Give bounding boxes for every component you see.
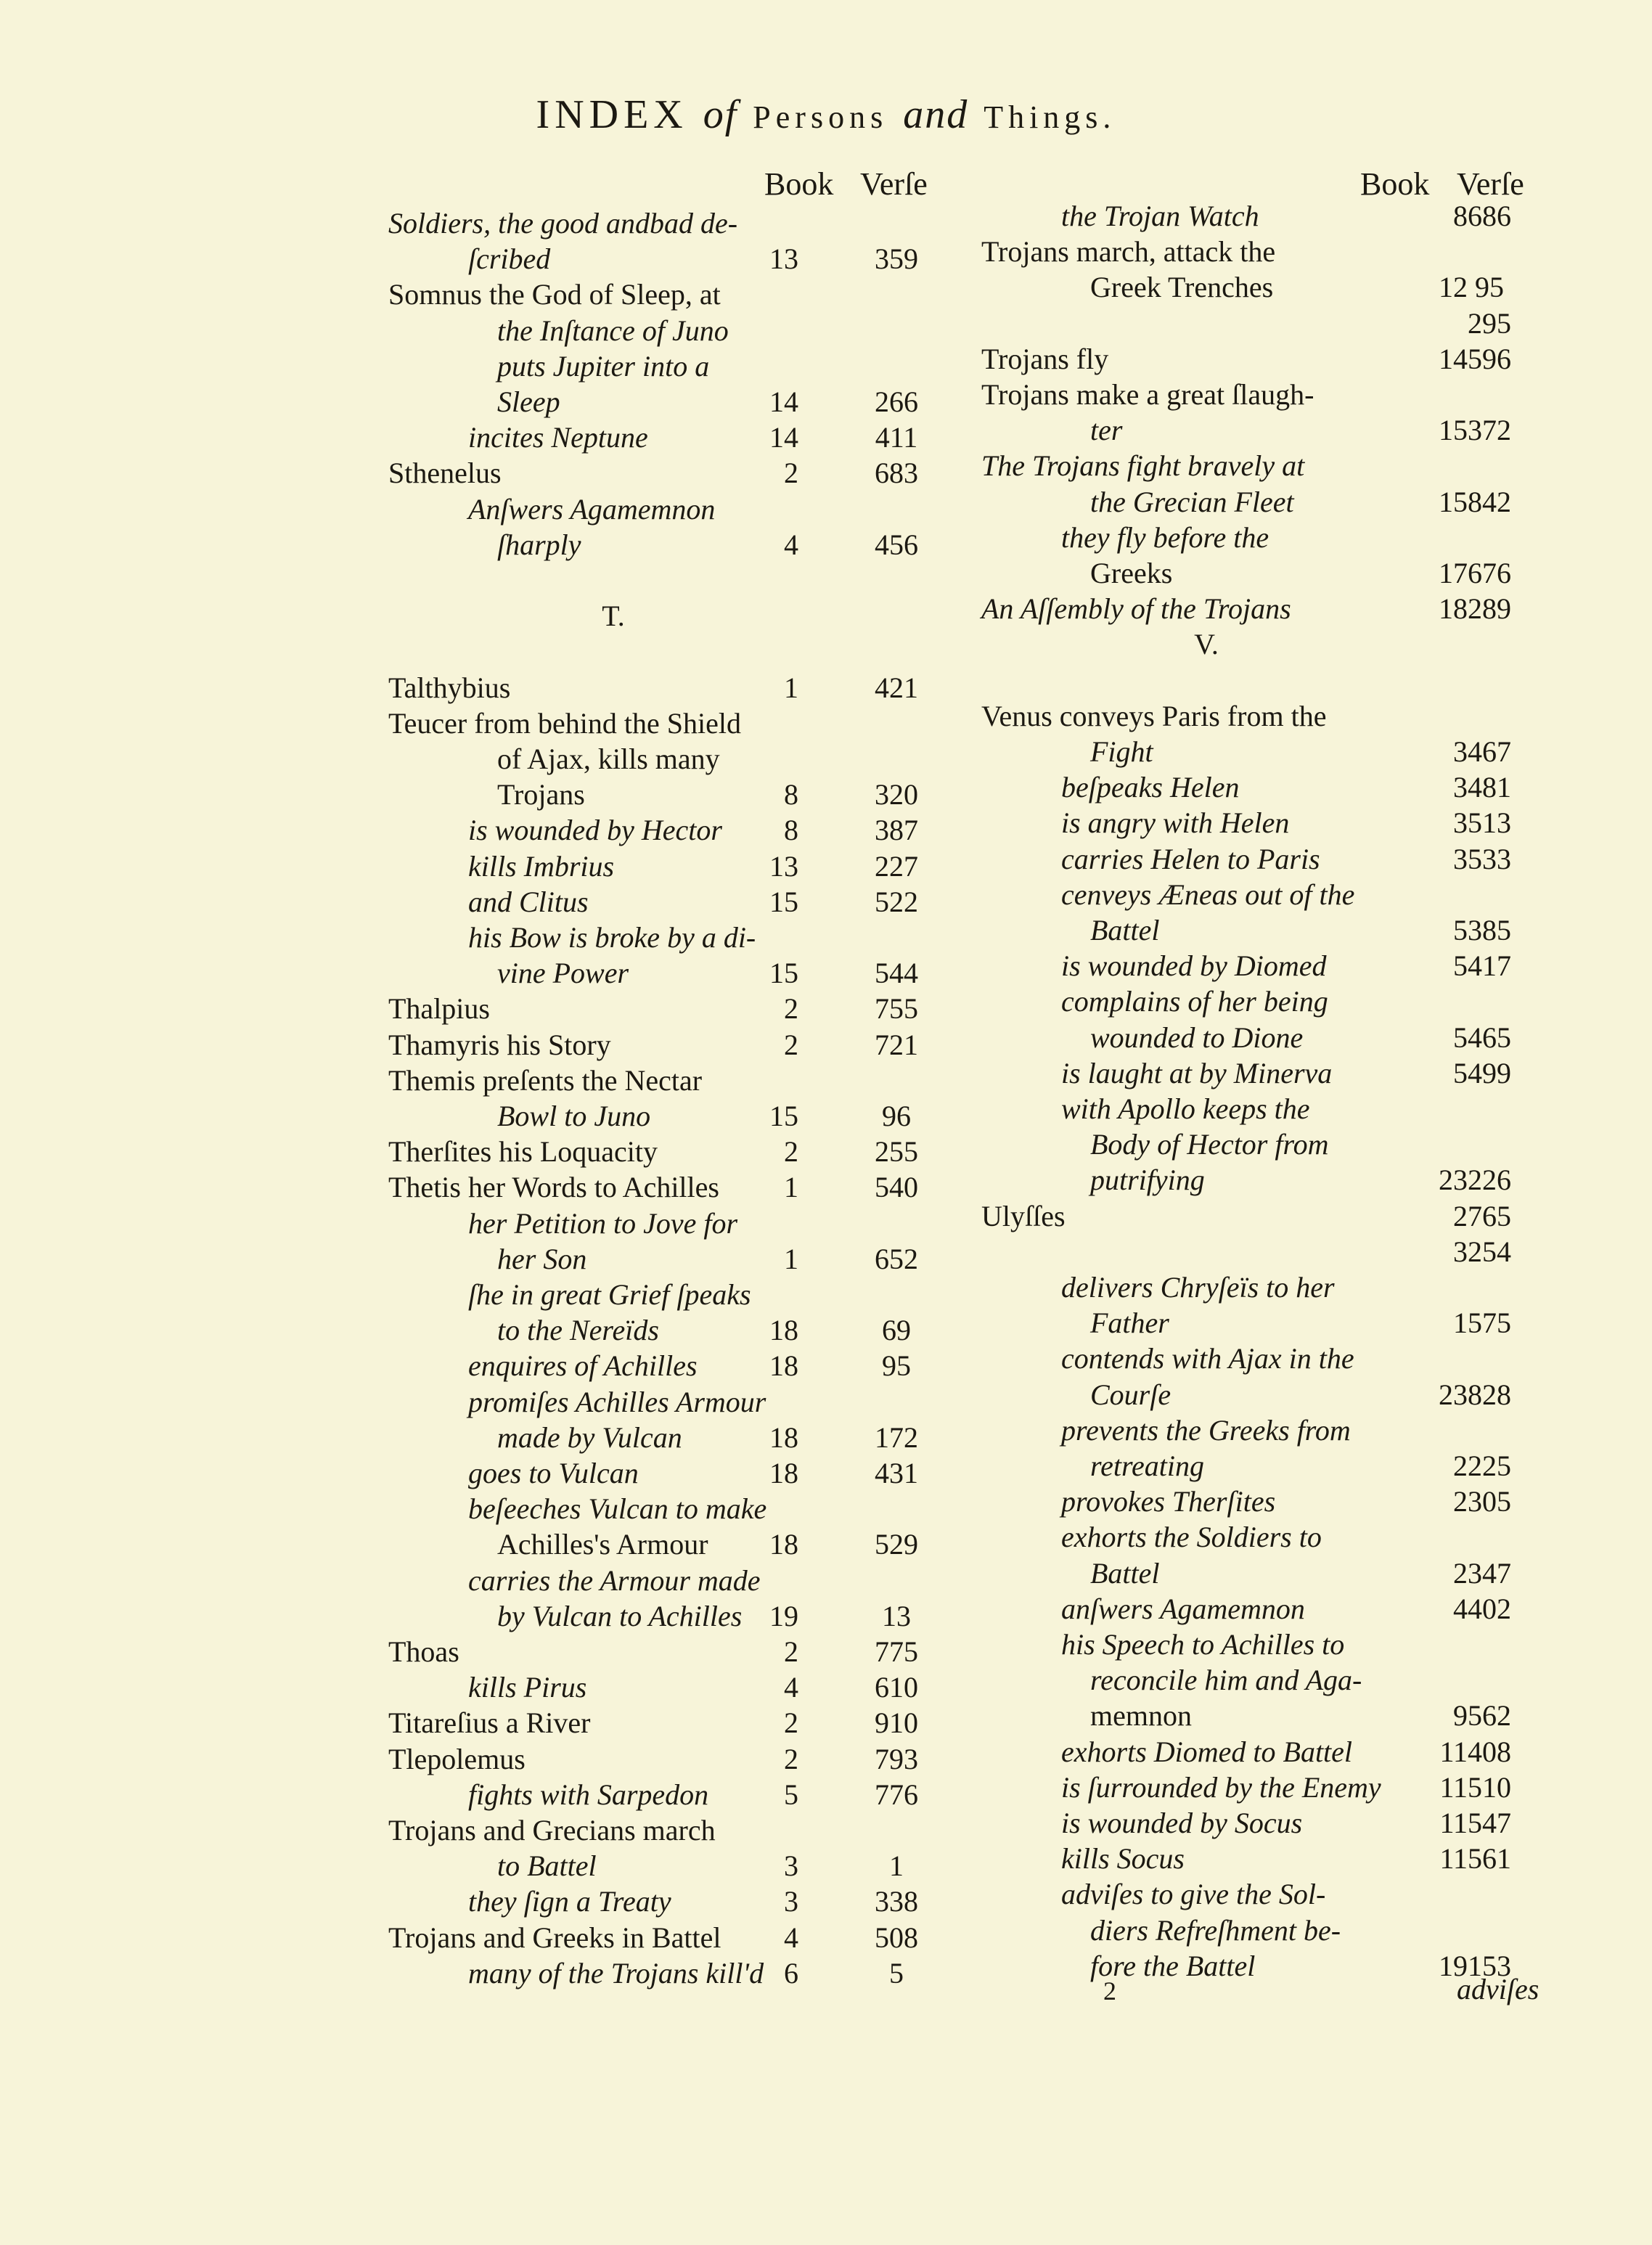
entry-verse: 96 xyxy=(882,1100,911,1132)
entry-text: many of the Trojans kill'd xyxy=(468,1956,764,1990)
entry-text: Thetis her Words to Achilles xyxy=(388,1171,719,1204)
entry-verse: 562 xyxy=(1468,1699,1511,1733)
entry-verse: 510 xyxy=(1468,1770,1511,1804)
index-entry-line xyxy=(981,698,1652,734)
entry-text: Trojans and Grecians march xyxy=(388,1814,716,1847)
entry-verse: 533 xyxy=(1468,842,1511,875)
entry-verse: 793 xyxy=(875,1742,918,1775)
index-entry-line xyxy=(981,234,1652,269)
index-entry-line xyxy=(981,1377,1652,1412)
entry-text: Trojans xyxy=(497,778,585,811)
entry-book: 4 xyxy=(784,1921,798,1954)
entry-verse: 544 xyxy=(875,957,918,990)
entry-book: 5 xyxy=(1453,914,1468,946)
entry-book: 3 xyxy=(784,1849,798,1883)
entry-book: 4 xyxy=(784,1671,798,1704)
index-entry-line xyxy=(981,1770,1652,1805)
entry-text: Battel xyxy=(1090,914,1160,946)
index-entry-line xyxy=(981,1269,1652,1305)
entry-text: incites Neptune xyxy=(468,421,648,454)
index-entry-line xyxy=(981,1591,1652,1627)
entry-text: is angry with Helen xyxy=(1061,806,1290,840)
entry-book: 2 xyxy=(784,1028,798,1061)
entry-verse: 153 xyxy=(1468,1949,1511,1982)
entry-book: 18 xyxy=(769,1314,798,1347)
entry-book: 1 xyxy=(784,671,798,704)
entry-text: Soldiers, the good andbad de- xyxy=(388,207,738,240)
index-entry-line xyxy=(981,841,1652,877)
entry-book: 8 xyxy=(784,778,798,811)
index-entry-line xyxy=(981,984,1652,1019)
entry-text: Greeks xyxy=(1090,557,1173,589)
entry-verse: 522 xyxy=(875,885,918,918)
entry-text: the Trojan Watch xyxy=(1061,200,1259,232)
entry-verse: 456 xyxy=(875,528,918,561)
entry-text: Body of Hector from xyxy=(1090,1128,1329,1161)
entry-verse: 13 xyxy=(882,1599,911,1632)
index-entry-line xyxy=(981,948,1652,984)
index-entry-line xyxy=(981,1341,1652,1376)
entry-text: prevents the Greeks from xyxy=(1061,1413,1351,1447)
entry-book: 3 xyxy=(1453,735,1468,768)
index-entry-line xyxy=(981,412,1652,448)
entry-text: the Inſtance of Juno xyxy=(497,314,729,347)
entry-verse: 408 xyxy=(1468,1735,1511,1768)
entry-text: carries Helen to Paris xyxy=(1061,842,1320,875)
entry-text: her Petition to Jove for xyxy=(468,1206,738,1240)
entry-text: beſeeches Vulcan to make xyxy=(468,1492,767,1526)
entry-book: 1 xyxy=(784,1171,798,1204)
entry-text: ſcribed xyxy=(468,242,551,276)
entry-book: 14 xyxy=(769,421,798,454)
entry-text: his Bow is broke by a di- xyxy=(468,921,756,954)
entry-book: 2 xyxy=(784,1706,798,1740)
entry-verse: 359 xyxy=(875,242,918,276)
entry-book: 2 xyxy=(784,1742,798,1775)
entry-text: Courſe xyxy=(1090,1378,1171,1411)
entry-verse: 320 xyxy=(875,778,918,811)
index-entry-line xyxy=(981,912,1652,948)
entry-verse: 508 xyxy=(875,1921,918,1954)
entry-verse: 721 xyxy=(875,1028,918,1061)
entry-text: Therſites his Loquacity xyxy=(388,1135,658,1169)
entry-verse: 226 xyxy=(1468,1164,1511,1197)
entry-text: to Battel xyxy=(497,1849,597,1883)
entry-book: 3 xyxy=(784,1885,798,1918)
entry-text: Teucer from behind the Shield xyxy=(388,706,741,740)
entry-text: fore the Battel xyxy=(1090,1949,1256,1982)
entry-verse: 172 xyxy=(875,1420,918,1454)
entry-verse: 676 xyxy=(1468,557,1511,589)
index-entry-line xyxy=(981,1020,1652,1055)
entry-book: 18 xyxy=(769,1528,798,1561)
entry-text: cenveys Æneas out of the xyxy=(1061,878,1355,911)
entry-book: 18 xyxy=(769,1457,798,1489)
index-entry-line xyxy=(981,448,1652,483)
entry-text: Father xyxy=(1090,1306,1169,1340)
entry-verse: 842 xyxy=(1468,485,1511,518)
entry-book: 1 xyxy=(784,1242,798,1275)
entry-text: to the Nereïds xyxy=(497,1314,659,1347)
letter-heading: T. xyxy=(602,600,625,633)
entry-text: Thalpius xyxy=(388,992,490,1026)
entry-text: reconcile him and Aga- xyxy=(1090,1664,1362,1697)
entry-text: of Ajax, kills many xyxy=(497,743,720,775)
entry-verse: 575 xyxy=(1468,1306,1511,1340)
entry-text: contends with Ajax in the xyxy=(1061,1342,1354,1375)
index-entry-line xyxy=(981,663,1652,698)
entry-text: provokes Therſites xyxy=(1061,1485,1276,1518)
entry-book: 5 xyxy=(784,1778,798,1811)
entry-book: 2 xyxy=(1453,1199,1468,1232)
entry-book: 2 xyxy=(1453,1556,1468,1590)
index-entry-line xyxy=(981,805,1652,841)
entry-text: ter xyxy=(1090,414,1123,447)
entry-text: made by Vulcan xyxy=(497,1420,682,1454)
entry-verse: 561 xyxy=(1468,1842,1511,1876)
entry-verse: 775 xyxy=(875,1635,918,1668)
entry-verse: 227 xyxy=(875,849,918,883)
entry-verse: 610 xyxy=(875,1671,918,1704)
entry-verse: 547 xyxy=(1468,1807,1511,1839)
title-and: and xyxy=(903,92,969,137)
entry-text: Trojans and Greeks in Battel xyxy=(388,1921,721,1954)
entry-verse: 69 xyxy=(882,1314,911,1347)
index-entry-line xyxy=(981,1734,1652,1770)
entry-text: adviſes to give the Sol- xyxy=(1061,1878,1326,1911)
index-entry-line xyxy=(981,1627,1652,1662)
entry-verse: 596 xyxy=(1468,342,1511,375)
entry-verse: 431 xyxy=(875,1457,918,1489)
entry-book: 14 xyxy=(1439,342,1468,375)
index-entry-line xyxy=(981,1662,1652,1698)
entry-book: 23 xyxy=(1439,1164,1468,1197)
entry-verse: 529 xyxy=(875,1528,918,1561)
entry-verse: 417 xyxy=(1468,949,1511,983)
entry-verse: 254 xyxy=(1468,1235,1511,1268)
title-persons: Persons xyxy=(753,99,888,135)
entry-text: Battel xyxy=(1090,1556,1160,1590)
index-entry-line xyxy=(981,1055,1652,1091)
entry-verse: 513 xyxy=(1468,806,1511,840)
entry-verse: 387 xyxy=(875,814,918,847)
entry-text: memnon xyxy=(1090,1699,1192,1733)
entry-text: Tlepolemus xyxy=(388,1742,526,1775)
index-entry-line xyxy=(981,1555,1652,1591)
entry-text: delivers Chryſeïs to her xyxy=(1061,1271,1335,1304)
index-entry-line xyxy=(981,877,1652,912)
entry-text: is wounded by Diomed xyxy=(1061,949,1327,983)
entry-verse: 481 xyxy=(1468,771,1511,804)
book-header: Book xyxy=(1360,166,1430,202)
entry-text: Sthenelus xyxy=(388,457,502,490)
entry-text: Bowl to Juno xyxy=(497,1100,651,1132)
entry-text: the Grecian Fleet xyxy=(1090,485,1294,518)
entry-verse: 347 xyxy=(1468,1556,1511,1590)
entry-text: kills Socus xyxy=(1061,1842,1185,1876)
entry-text: fights with Sarpedon xyxy=(468,1778,709,1811)
entry-text: retreating xyxy=(1090,1449,1205,1482)
entry-verse: 411 xyxy=(875,421,918,454)
entry-text: Anſwers Agamemnon xyxy=(468,492,716,526)
entry-book: 11 xyxy=(1439,1735,1468,1768)
entry-text: puts Jupiter into a xyxy=(497,349,710,383)
entry-book: 15 xyxy=(1439,485,1468,518)
entry-book: 3 xyxy=(1453,1235,1468,1268)
entry-book: 15 xyxy=(769,957,798,990)
entry-book: 18 xyxy=(1439,592,1468,626)
entry-text: Somnus the God of Sleep, at xyxy=(388,278,721,311)
entry-text: wounded to Dione xyxy=(1090,1021,1304,1054)
entry-verse: 338 xyxy=(875,1885,918,1918)
entry-text: vine Power xyxy=(497,957,629,990)
entry-book: 3 xyxy=(1453,771,1468,804)
entry-book: 1 xyxy=(1453,1306,1468,1340)
entry-book: 17 xyxy=(1439,557,1468,589)
entry-verse: 372 xyxy=(1468,414,1511,447)
entry-text: carries the Armour made xyxy=(468,1563,761,1597)
entry-verse: 652 xyxy=(875,1242,918,1275)
entry-verse: 755 xyxy=(875,992,918,1026)
entry-book: 15 xyxy=(769,1100,798,1132)
index-entry-line xyxy=(981,1519,1652,1555)
index-entry-line xyxy=(981,1412,1652,1448)
index-entry-line xyxy=(981,1484,1652,1519)
entry-text: her Son xyxy=(497,1242,587,1275)
index-entry-line xyxy=(981,1805,1652,1841)
entry-verse: 828 xyxy=(1468,1378,1511,1411)
signature-mark: 2 xyxy=(1103,1976,1116,2005)
entry-book: 2 xyxy=(784,1135,798,1169)
entry-text: Titareſius a River xyxy=(388,1706,591,1740)
index-entry-line xyxy=(981,341,1652,377)
entry-text: diers Refreſhment be- xyxy=(1090,1913,1341,1947)
entry-book: 6 xyxy=(784,1956,798,1990)
entry-book: 13 xyxy=(769,242,798,276)
entry-text: by Vulcan to Achilles xyxy=(497,1599,743,1632)
entry-verse: 289 xyxy=(1468,592,1511,626)
entry-book: 15 xyxy=(1439,414,1468,447)
index-entry-line xyxy=(981,1841,1652,1876)
entry-text: complains of her being xyxy=(1061,985,1328,1018)
entry-text: kills Imbrius xyxy=(468,849,615,883)
entry-book: 5 xyxy=(1453,949,1468,983)
entry-text: Fight xyxy=(1090,735,1153,768)
entry-text: ſhe in great Grief ſpeaks xyxy=(468,1278,751,1311)
entry-text: enquires of Achilles xyxy=(468,1349,698,1383)
index-entry-line xyxy=(981,484,1652,520)
entry-book: 18 xyxy=(769,1420,798,1454)
entry-book: 5 xyxy=(1453,1021,1468,1054)
index-entry-line xyxy=(981,1876,1652,1912)
entry-verse: 95 xyxy=(1475,271,1504,304)
entry-text: is laught at by Minerva xyxy=(1061,1056,1333,1089)
entry-verse: 776 xyxy=(875,1778,918,1811)
entry-text: and Clitus xyxy=(468,885,589,918)
entry-text: Trojans make a great ſlaugh- xyxy=(981,378,1314,411)
entry-book: 2 xyxy=(784,457,798,490)
entry-book: 11 xyxy=(1439,1807,1468,1839)
index-entry-line xyxy=(981,1234,1652,1269)
index-entry-line xyxy=(981,1091,1652,1126)
entry-text: his Speech to Achilles to xyxy=(1061,1628,1345,1661)
index-entry-line xyxy=(981,1162,1652,1198)
entry-verse: 295 xyxy=(1468,306,1511,340)
entry-book: 13 xyxy=(769,849,798,883)
entry-book: 19 xyxy=(1439,1949,1468,1982)
entry-verse: 467 xyxy=(1468,735,1511,768)
index-entry-line xyxy=(981,734,1652,769)
entry-verse: 465 xyxy=(1468,1021,1511,1054)
entry-verse: 385 xyxy=(1468,914,1511,946)
entry-text: anſwers Agamemnon xyxy=(1061,1592,1305,1625)
entry-book: 14 xyxy=(769,385,798,418)
entry-text: Talthybius xyxy=(388,671,511,704)
entry-verse: 683 xyxy=(875,457,918,490)
entry-text: Venus conveys Paris from the xyxy=(981,699,1327,732)
entry-verse: 421 xyxy=(875,671,918,704)
index-entry-line xyxy=(981,626,1652,662)
entry-text: Sleep xyxy=(497,385,560,418)
book-header: Book xyxy=(764,166,834,202)
entry-book: 15 xyxy=(769,885,798,918)
entry-book: 19 xyxy=(769,1599,798,1632)
entry-text: exhorts Diomed to Battel xyxy=(1061,1735,1353,1768)
entry-verse: 686 xyxy=(1468,200,1511,232)
index-entry-line xyxy=(981,1913,1652,1948)
index-entry-line xyxy=(981,1198,1652,1234)
entry-book: 2 xyxy=(1453,1449,1468,1482)
entry-text: with Apollo keeps the xyxy=(1061,1092,1310,1125)
entry-text: Achilles's Armour xyxy=(497,1528,708,1561)
entry-book: 4 xyxy=(784,528,798,561)
entry-book: 2 xyxy=(784,1635,798,1668)
verse-header: Verſe xyxy=(860,166,928,202)
entry-verse: 910 xyxy=(875,1706,918,1740)
index-entry-line xyxy=(981,269,1652,305)
index-entry-line xyxy=(981,769,1652,805)
index-entry-line xyxy=(981,1448,1652,1484)
entry-verse: 225 xyxy=(1468,1449,1511,1482)
entry-text: putrifying xyxy=(1090,1164,1205,1197)
entry-book: 4 xyxy=(1453,1592,1468,1625)
entry-verse: 255 xyxy=(875,1135,918,1169)
title-things: Things. xyxy=(984,99,1116,135)
entry-book: 18 xyxy=(769,1349,798,1383)
index-entry-line xyxy=(981,377,1652,412)
entry-book: 3 xyxy=(1453,806,1468,840)
entry-text: is wounded by Socus xyxy=(1061,1807,1303,1839)
index-entry-line xyxy=(981,555,1652,591)
title-index: INDEX xyxy=(536,92,688,137)
entry-text: ſharply xyxy=(497,528,581,561)
entry-text: Thamyris his Story xyxy=(388,1028,611,1061)
index-column-right xyxy=(981,0,1652,2245)
entry-text: Trojans march, attack the xyxy=(981,235,1276,269)
index-entry-line xyxy=(981,520,1652,555)
entry-verse: 266 xyxy=(875,385,918,418)
entry-text: is ſurrounded by the Enemy xyxy=(1061,1770,1381,1804)
entry-verse: 499 xyxy=(1468,1056,1511,1089)
entry-text: Thoas xyxy=(388,1635,459,1668)
entry-book: 2 xyxy=(784,992,798,1026)
index-entry-line xyxy=(981,306,1652,341)
entry-text: Greek Trenches xyxy=(1090,271,1274,304)
entry-verse: 95 xyxy=(882,1349,911,1383)
entry-book: 8 xyxy=(1453,200,1468,232)
entry-text: Ulyſſes xyxy=(981,1199,1066,1232)
entry-text: Themis preſents the Nectar xyxy=(388,1063,703,1097)
entry-book: 2 xyxy=(1453,1485,1468,1518)
entry-book: 5 xyxy=(1453,1056,1468,1089)
letter-heading: V. xyxy=(1194,628,1219,661)
index-entry-line xyxy=(981,1305,1652,1341)
entry-verse: 540 xyxy=(875,1171,918,1204)
entry-text: An Aſſembly of the Trojans xyxy=(981,592,1291,626)
entry-text: exhorts the Soldiers to xyxy=(1061,1521,1322,1554)
entry-verse: 765 xyxy=(1468,1199,1511,1232)
entry-verse: 402 xyxy=(1468,1592,1511,1625)
entry-book: 11 xyxy=(1439,1770,1468,1804)
index-entry-line xyxy=(981,1126,1652,1162)
index-entry-line xyxy=(981,1948,1652,1984)
entry-text: Trojans fly xyxy=(981,342,1109,375)
verse-header: Verſe xyxy=(1457,166,1524,202)
entry-text: goes to Vulcan xyxy=(468,1457,639,1489)
entry-text: kills Pirus xyxy=(468,1671,587,1704)
entry-text: is wounded by Hector xyxy=(468,814,722,847)
entry-text: beſpeaks Helen xyxy=(1061,771,1240,804)
entry-verse: 1 xyxy=(889,1849,904,1883)
index-entry-line xyxy=(981,198,1652,234)
entry-verse: 305 xyxy=(1468,1485,1511,1518)
entry-text: promiſes Achilles Armour xyxy=(468,1385,766,1418)
entry-book: 23 xyxy=(1439,1378,1468,1411)
entry-book: 9 xyxy=(1453,1699,1468,1733)
title-of: of xyxy=(703,92,738,137)
entry-book: 8 xyxy=(784,814,798,847)
entry-text: they fly before the xyxy=(1061,520,1269,554)
entry-text: The Trojans fight bravely at xyxy=(981,449,1305,483)
catchword: adviſes xyxy=(1457,1973,1539,2005)
entry-book: 3 xyxy=(1453,842,1468,875)
index-entry-line xyxy=(981,1698,1652,1733)
entry-text: they ſign a Treaty xyxy=(468,1885,671,1918)
entry-verse: 5 xyxy=(889,1956,904,1990)
entry-book: 11 xyxy=(1439,1842,1468,1876)
index-entry-line xyxy=(981,591,1652,626)
entry-book: 12 xyxy=(1439,271,1468,304)
